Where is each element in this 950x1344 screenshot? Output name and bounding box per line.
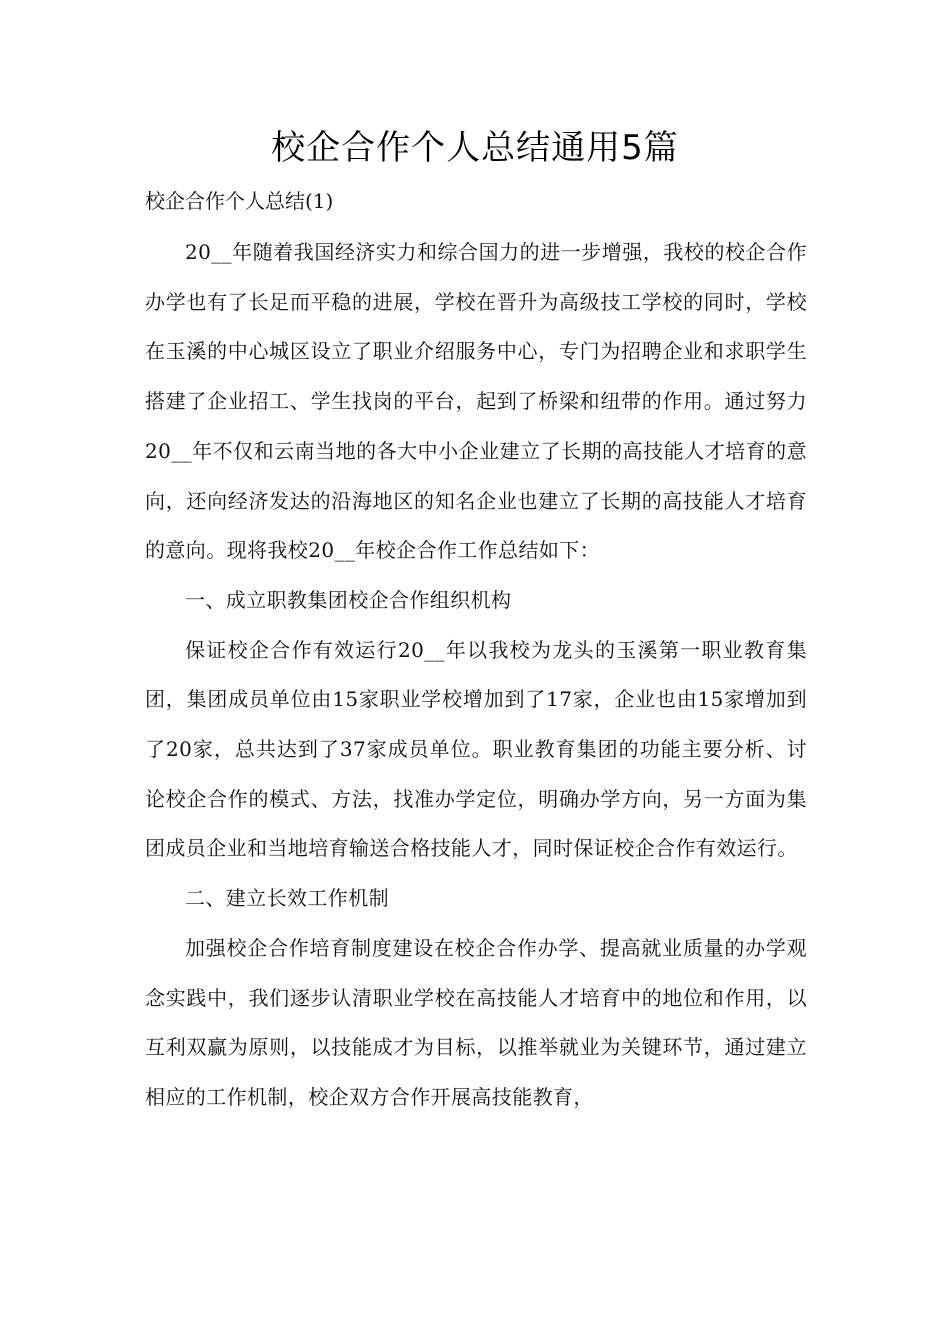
body-paragraph: 保证校企合作有效运行20__年以我校为龙头的玉溪第一职业教育集团，集团成员单位由15家职业学校增加到了17家，企业也由15家增加到了20家，总共达到了37家成员单位。职业教育集团的功能主要分析、讨论校企合作的模式、方法，找准办学定位，明确办学方向，另一方面为集团成员企业和当地培育输送合格技能人才，同时保证校企合作有效运行。 [145,637,807,861]
document-title: 校企合作个人总结通用5篇 [271,128,679,168]
section-heading: 一、成立职教集团校企合作组织机构 [185,587,512,612]
document-body [145,228,807,1123]
section-heading: 二、建立长效工作机制 [185,886,389,911]
body-paragraph: 加强校企合作培育制度建设在校企合作办学、提高就业质量的办学观念实践中，我们逐步认清职业学校在高技能人才培育中的地位和作用，以互利双赢为原则，以技能成才为目标，以推举就业为关键环节，通过建立相应的工作机制，校企双方合作开展高技能教育， [145,935,807,1109]
document-subtitle: 校企合作个人总结(1) [145,189,334,213]
body-paragraph: 20__年随着我国经济实力和综合国力的进一步增强，我校的校企合作办学也有了长足而平稳的进展，学校在晋升为高级技工学校的同时，学校在玉溪的中心城区设立了职业介绍服务中心，专门为招聘企业和求职学生搭建了企业招工、学生找岗的平台，起到了桥梁和纽带的作用。通过努力20__年不仅和云南当地的各大中小企业建立了长期的高技能人才培育的意向，还向经济发达的沿海地区的知名企业也建立了长期的高技能人才培育的意向。现将我校20__年校企合作工作总结如下： [145,240,807,563]
